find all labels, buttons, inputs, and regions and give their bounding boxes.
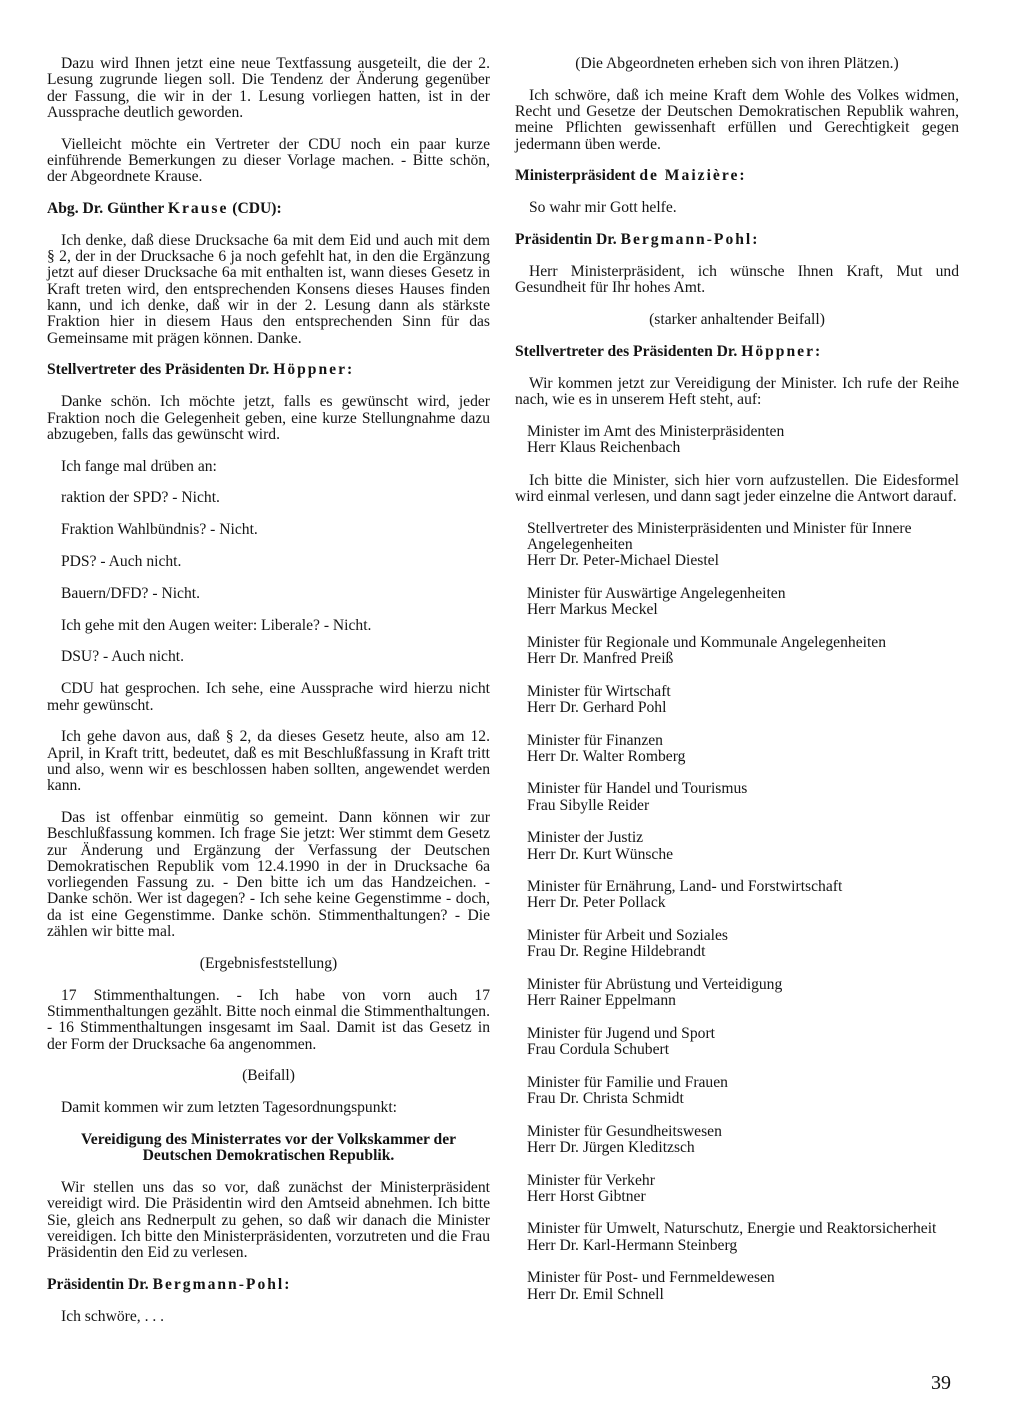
- speaker-title: Präsidentin Dr.: [515, 231, 621, 249]
- speaker-heading: [515, 168, 959, 184]
- minister-person: Herr Dr. Peter-Michael Diestel: [527, 552, 719, 570]
- speaker-suffix: :: [752, 231, 758, 249]
- paragraph: Ich gehe davon aus, daß § 2, da dieses Gesetz heute, also am 12. April, in Kraft tritt, bedeutet, daß es mit Beschlußfassung in Kraft tritt und also, wenn wir es beschlossen haben sollten, angewendet werden kann.: [47, 728, 490, 795]
- speaker-suffix: :: [347, 361, 353, 379]
- minister-person: Frau Dr. Regine Hildebrandt: [527, 943, 706, 961]
- speaker-title: Präsidentin Dr.: [47, 1276, 153, 1294]
- speaker-name: Bergmann-Pohl: [152, 1276, 285, 1294]
- minister-entry: [527, 521, 959, 570]
- minister-entry: [527, 424, 959, 457]
- paragraph: DSU? - Auch nicht.: [61, 648, 184, 666]
- speaker-heading: [515, 344, 959, 360]
- speaker-name: Höppner: [741, 342, 815, 360]
- speaker-title: Stellvertreter des Präsidenten Dr.: [515, 342, 742, 360]
- minister-entry: [527, 1124, 959, 1157]
- minister-person: Herr Dr. Emil Schnell: [527, 1285, 664, 1303]
- minister-entry: [527, 586, 959, 619]
- minister-office: Minister für Gesundheitswesen: [527, 1122, 722, 1140]
- stage-direction: (Die Abgeordneten erheben sich von ihren Plätzen.): [575, 55, 899, 72]
- minister-person: Herr Klaus Reichenbach: [527, 438, 681, 456]
- minister-person: Herr Dr. Kurt Wünsche: [527, 845, 674, 863]
- paragraph: So wahr mir Gott helfe.: [529, 199, 677, 217]
- minister-office: Minister für Auswärtige Angelegenheiten: [527, 584, 786, 602]
- minister-office: Minister für Handel und Tourismus: [527, 780, 748, 798]
- paragraph: Ich fange mal drüben an:: [61, 457, 217, 475]
- speaker-heading: [47, 201, 490, 217]
- paragraph: Ich schwöre, daß ich meine Kraft dem Wohle des Volkes widmen, Recht und Gesetze der Deutschen Demokratischen Republik wahren, meine Pflichten gewissenhaft erfüllen und Gerechtigkeit gegen jedermann üben werde.: [515, 86, 959, 153]
- minister-person: Herr Dr. Peter Pollack: [527, 894, 666, 912]
- minister-person: Herr Dr. Karl-Hermann Steinberg: [527, 1236, 738, 1254]
- speaker-title: Abg. Dr. Günther: [47, 200, 168, 218]
- speaker-suffix: :: [284, 1276, 290, 1294]
- minister-office: Minister für Ernährung, Land- und Forstwirtschaft: [527, 878, 843, 896]
- speaker-heading: [47, 1277, 490, 1293]
- minister-person: Herr Rainer Eppelmann: [527, 992, 676, 1010]
- minister-person: Frau Dr. Christa Schmidt: [527, 1090, 684, 1108]
- minister-person: Frau Sibylle Reider: [527, 796, 650, 814]
- agenda-heading: Vereidigung des Ministerrates vor der Volkskammer der Deutschen Demokratischen Republik.: [80, 1130, 457, 1165]
- minister-office: Stellvertreter des Ministerpräsidenten und Minister für Innere Angelegenheiten: [527, 519, 912, 553]
- paragraph: Das ist offenbar einmütig so gemeint. Dann können wir zur Beschlußfassung kommen. Ich frage Sie jetzt: Wer stimmt dem Gesetz zur Änderung und Ergänzung der Verfassung der Deutschen Demokratischen Republik vom 12.4.1990 in der in Drucksache 6a vorliegenden Fassung zu. - Den bitte ich um das Handzeichen. - Danke schön. Wer ist dagegen? - Ich sehe keine Gegenstimme - doch, da ist eine Gegenstimme. Danke schön. Stimmenthaltungen? - Die zählen wir bitte mal.: [47, 809, 490, 941]
- speaker-title: Stellvertreter des Präsidenten Dr.: [47, 361, 274, 379]
- minister-entry: [527, 977, 959, 1010]
- minister-office: Minister für Verkehr: [527, 1171, 655, 1189]
- minister-office: Minister für Familie und Frauen: [527, 1073, 728, 1091]
- minister-entry: [527, 928, 959, 961]
- minister-person: Herr Dr. Walter Romberg: [527, 747, 686, 765]
- paragraph: Damit kommen wir zum letzten Tagesordnungspunkt:: [61, 1099, 397, 1117]
- minister-office: Minister für Abrüstung und Verteidigung: [527, 975, 783, 993]
- minister-person: Herr Dr. Gerhard Pohl: [527, 698, 667, 716]
- minister-entry: [527, 1221, 959, 1254]
- minister-office: Minister für Finanzen: [527, 731, 663, 749]
- stage-direction: (starker anhaltender Beifall): [649, 310, 825, 328]
- paragraph: Ich bitte die Minister, sich hier vorn aufzustellen. Die Eidesformel wird einmal verlesen, und dann sagt jeder einzelne die Antwort darauf.: [515, 471, 959, 505]
- paragraph: Wir kommen jetzt zur Vereidigung der Minister. Ich rufe der Reihe nach, wie es in unserem Heft steht, auf:: [515, 374, 959, 408]
- speaker-name: Bergmann-Pohl: [620, 231, 753, 249]
- speaker-heading: [47, 362, 490, 378]
- speaker-suffix: (CDU):: [228, 200, 282, 218]
- stage-direction: (Beifall): [242, 1067, 295, 1085]
- minister-entry: [527, 830, 959, 863]
- minister-person: Frau Cordula Schubert: [527, 1041, 670, 1059]
- speaker-name: de Maizière: [639, 167, 740, 185]
- minister-office: Minister im Amt des Ministerpräsidenten: [527, 422, 785, 440]
- minister-entry: [527, 1173, 959, 1206]
- minister-person: Herr Dr. Manfred Preiß: [527, 650, 674, 668]
- speaker-title: Ministerpräsident: [515, 167, 640, 185]
- minister-office: Minister der Justiz: [527, 829, 644, 847]
- speaker-suffix: :: [739, 167, 745, 185]
- minister-entry: [527, 635, 959, 668]
- minister-entry: [527, 781, 959, 814]
- paragraph: Vielleicht möchte ein Vertreter der CDU noch ein paar kurze einführende Bemerkungen zu dieser Vorlage machen. - Bitte schön, der Abgeordnete Krause.: [47, 135, 490, 186]
- paragraph: 17 Stimmenthaltungen. - Ich habe von vorn auch 17 Stimmenthaltungen gezählt. Bitte noch einmal die Stimmenthaltungen. - 16 Stimmenthaltungen insgesamt im Saal. Damit ist das Gesetz in der Form der Drucksache 6a angenommen.: [47, 986, 490, 1053]
- speaker-name: Höppner: [273, 361, 347, 379]
- speaker-name: Krause: [167, 200, 229, 218]
- minister-person: Herr Dr. Jürgen Kleditzsch: [527, 1138, 695, 1156]
- paragraph: CDU hat gesprochen. Ich sehe, eine Aussprache wird hierzu nicht mehr gewünscht.: [47, 680, 490, 714]
- minister-person: Herr Markus Meckel: [527, 601, 658, 619]
- paragraph: Herr Ministerpräsident, ich wünsche Ihnen Kraft, Mut und Gesundheit für Ihr hohes Amt.: [515, 262, 959, 297]
- minister-person: Herr Horst Gibtner: [527, 1187, 646, 1205]
- minister-entry: [527, 684, 959, 717]
- minister-entry: [527, 1270, 959, 1303]
- minister-office: Minister für Jugend und Sport: [527, 1024, 715, 1042]
- minister-entry: [527, 1026, 959, 1059]
- minister-entry: [527, 879, 959, 912]
- stage-direction: (Ergebnisfeststellung): [199, 954, 338, 972]
- minister-office: Minister für Regionale und Kommunale Angelegenheiten: [527, 633, 886, 651]
- paragraph: Danke schön. Ich möchte jetzt, falls es gewünscht wird, jeder Fraktion noch die Gelegenheit geben, eine kurze Stellungnahme dazu abzugeben, falls das gewünscht wird.: [47, 393, 490, 443]
- minister-office: Minister für Arbeit und Soziales: [527, 927, 728, 945]
- paragraph: Wir stellen uns das so vor, daß zunächst der Ministerpräsident vereidigt wird. Die Präsidentin wird den Amtseid abnehmen. Ich bitte Sie, gleich ans Rednerpult zu gehen, so daß wir danach die Minister vereidigen. Ich bitte den Ministerpräsidenten, vorzutreten und die Frau Präsidentin den Eid zu verlesen.: [47, 1179, 490, 1262]
- speaker-heading: [515, 232, 959, 248]
- paragraph: Bauern/DFD? - Nicht.: [61, 584, 201, 602]
- paragraph: Ich denke, daß diese Drucksache 6a mit dem Eid und auch mit dem § 2, der in der Drucksache 6 ja noch gefehlt hat, in den die Ergänzung jetzt auf dieser Drucksache 6a mit enthalten ist, wann dieses Gesetz in Kraft treten wird, den entsprechenden Konsens dieses Hauses finden kann, und ich denke, daß wir in der 2. Lesung dann als stärkste Fraktion hier in diesem Haus den entsprechenden Sinn für das Gemeinsame mit prägen können. Danke.: [47, 231, 490, 347]
- paragraph: raktion der SPD? - Nicht.: [61, 489, 220, 507]
- left-column: [47, 56, 490, 1341]
- minister-office: Minister für Post- und Fernmeldewesen: [527, 1269, 775, 1287]
- minister-office: Minister für Umwelt, Naturschutz, Energie und Reaktorsicherheit: [527, 1220, 937, 1238]
- minister-office: Minister für Wirtschaft: [527, 682, 671, 700]
- speaker-suffix: :: [815, 342, 821, 360]
- paragraph: Dazu wird Ihnen jetzt eine neue Textfassung ausgeteilt, die der 2. Lesung zugrunde liegen soll. Die Tendenz der Änderung gegenüber der Fassung, die wir in der 1. Lesung vorliegen hatten, ist in der Aussprache deutlich geworden.: [47, 55, 490, 121]
- right-column: [515, 56, 959, 1319]
- minister-entry: [527, 1075, 959, 1108]
- paragraph: PDS? - Auch nicht.: [61, 553, 182, 571]
- paragraph: Ich schwöre, . . .: [61, 1307, 165, 1325]
- minister-entry: [527, 733, 959, 766]
- page-number: 39: [931, 1372, 951, 1394]
- paragraph: Fraktion Wahlbündnis? - Nicht.: [61, 521, 258, 539]
- paragraph: Ich gehe mit den Augen weiter: Liberale? - Nicht.: [61, 616, 372, 634]
